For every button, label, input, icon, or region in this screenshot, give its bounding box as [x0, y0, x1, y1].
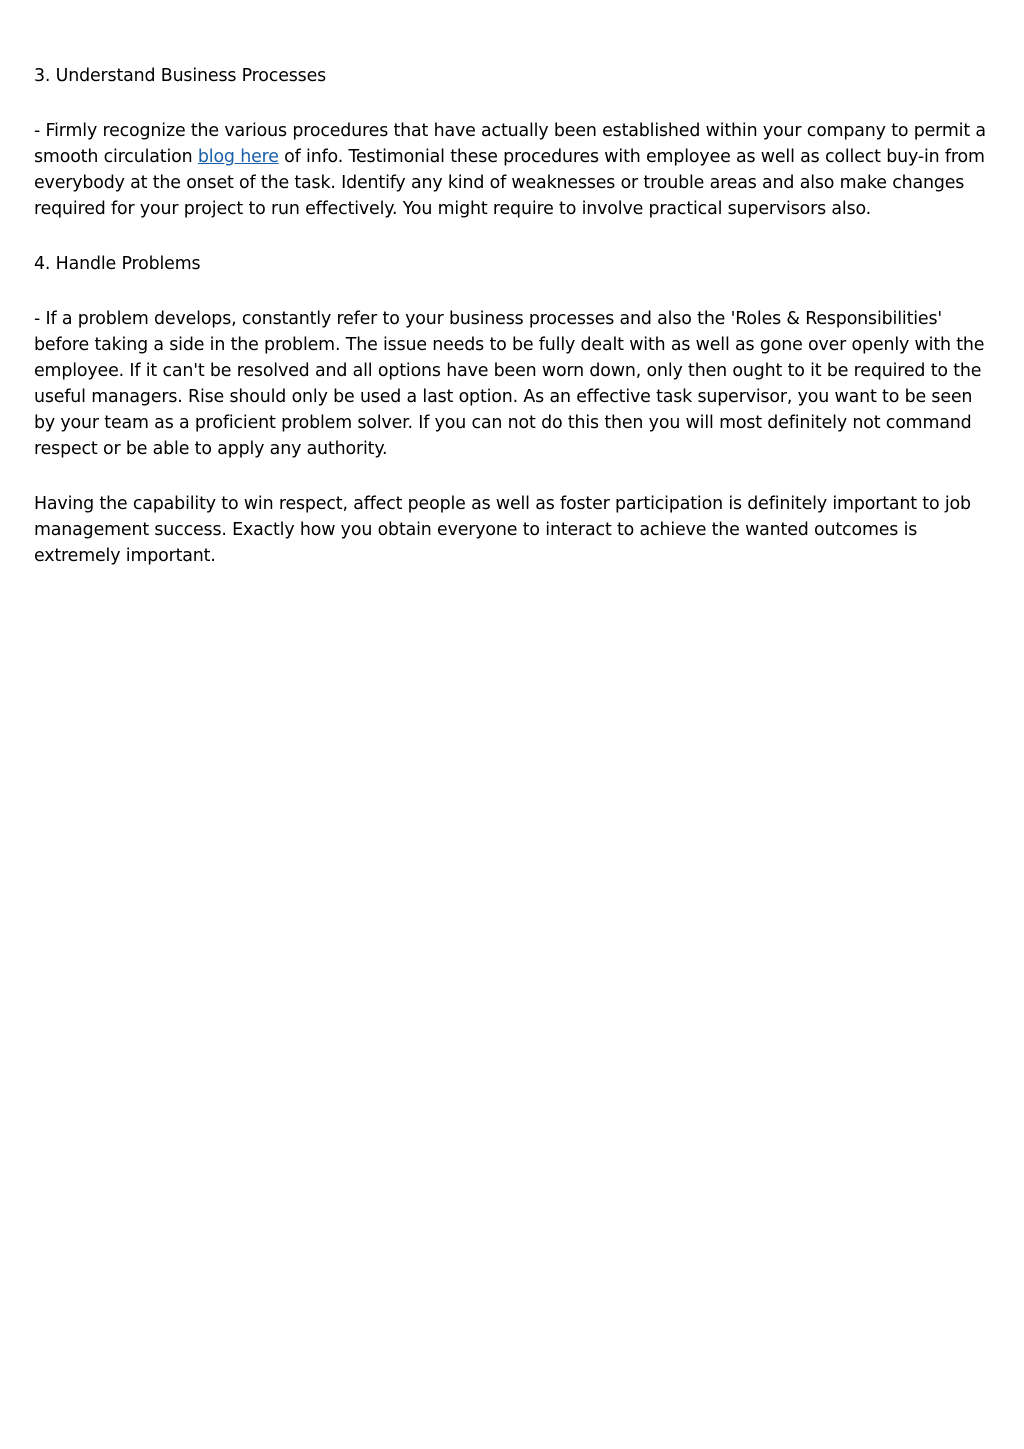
section-3-text-before-link: - Firmly recognize the various procedures that have actually been established within your company to permit a smooth circulation — [34, 121, 986, 167]
section-4-paragraph: - If a problem develops, constantly refer to your business processes and also the 'Roles & Responsibilities' before taking a side in the problem. The issue needs to be fully dealt with as well as gone over openly with the employee. If it can't be resolved and all options have been worn down, only then ought to it be required to the useful managers. Rise should only be used a last option. As an effective task supervisor, you want to be seen by your team as a proficient problem solver. If you can not do this then you will most definitely not command respect or be able to apply any authority. — [34, 309, 985, 459]
document-page — [34, 63, 994, 598]
section-4-heading: 4. Handle Problems — [34, 254, 201, 274]
blog-here-link[interactable]: blog here — [197, 147, 279, 167]
section-3-paragraph — [34, 118, 994, 222]
section-3-text-after-link: of info. Testimonial these procedures with employee as well as collect buy-in from everybody at the onset of the task. Identify any kind of weaknesses or trouble areas and also make changes required for your project to run effectively. You might require to involve practical supervisors also. — [34, 147, 985, 219]
closing-paragraph: Having the capability to win respect, affect people as well as foster participation is definitely important to job management success. Exactly how you obtain everyone to interact to achieve the wanted outcomes is extremely important. — [34, 494, 971, 566]
section-3-heading: 3. Understand Business Processes — [34, 66, 327, 86]
